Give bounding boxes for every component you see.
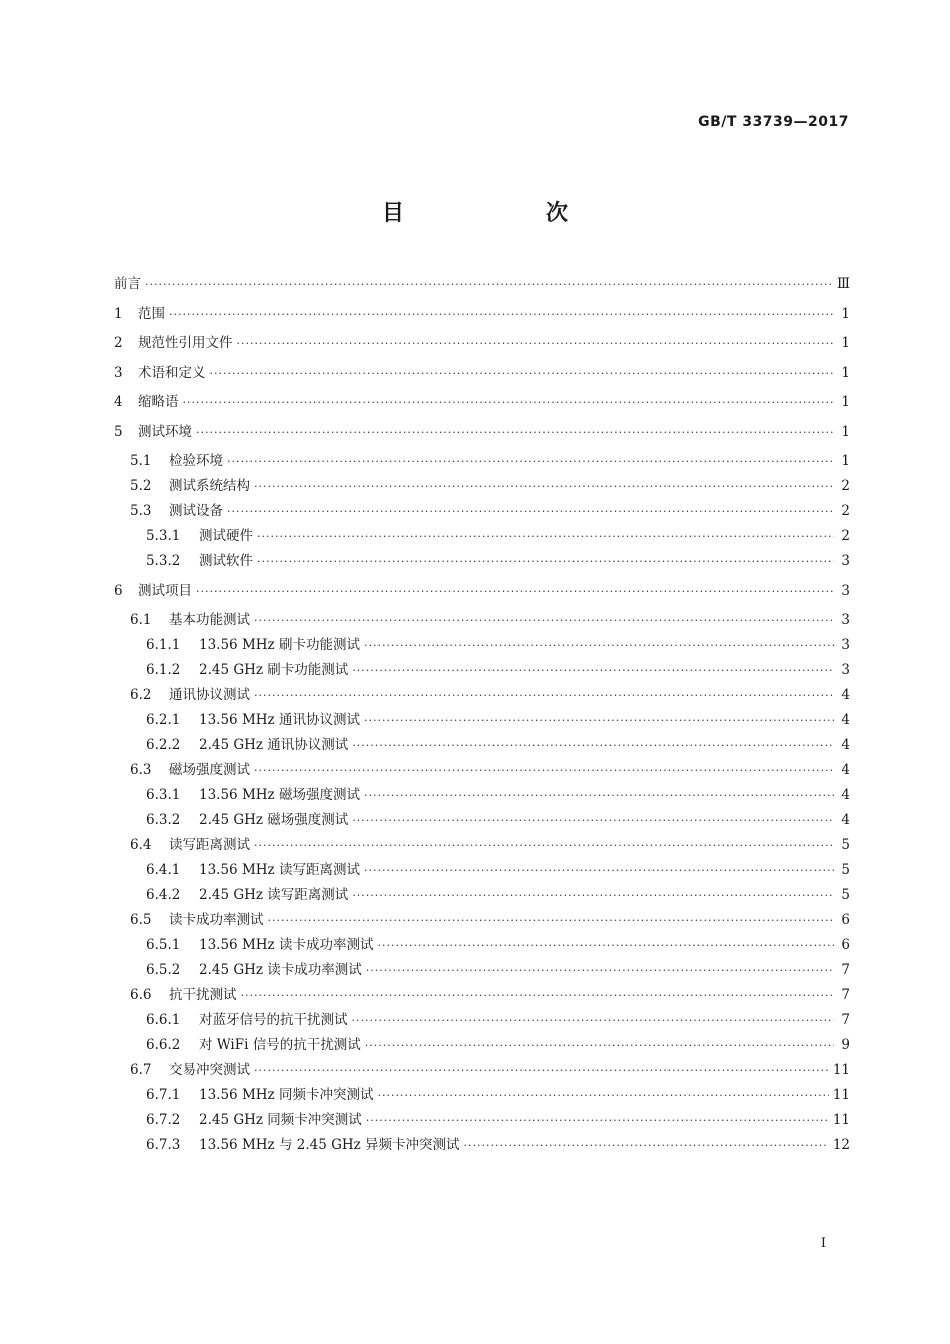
toc-entry-page: 1 xyxy=(841,335,850,352)
dot-leader xyxy=(196,422,834,444)
toc-entry-number: 6.4 xyxy=(130,837,152,853)
toc-entry-number: 6.7.2 xyxy=(146,1112,181,1128)
toc-entry-label: 缩略语 xyxy=(138,394,179,411)
toc-entry-page: 4 xyxy=(841,787,850,803)
toc-entry[interactable] xyxy=(114,859,850,881)
toc-entry-page: 12 xyxy=(832,1137,850,1153)
toc-entry-page: 9 xyxy=(841,1037,850,1053)
toc-entry-label: 13.56 MHz 刷卡功能测试 xyxy=(199,637,360,653)
page-title: 目 次 xyxy=(381,201,628,226)
dot-leader xyxy=(366,960,834,982)
toc-entry-number: 5.3.2 xyxy=(146,553,181,569)
dot-leader xyxy=(254,476,834,498)
toc-entry-label: 测试系统结构 xyxy=(169,478,250,494)
toc-entry[interactable] xyxy=(114,1034,850,1056)
toc-entry-page: Ⅲ xyxy=(836,276,850,292)
toc-entry-page: 3 xyxy=(841,662,850,678)
toc-entry[interactable] xyxy=(114,580,850,602)
toc-entry[interactable] xyxy=(114,884,850,906)
toc-entry[interactable] xyxy=(114,450,850,472)
dot-leader xyxy=(241,985,835,1007)
toc-entry[interactable] xyxy=(114,734,850,756)
toc-entry[interactable] xyxy=(114,1109,850,1131)
toc-entry-number: 6.5.1 xyxy=(146,937,181,953)
toc-entry-label: 读写距离测试 xyxy=(169,837,250,853)
toc-entry[interactable] xyxy=(114,550,850,572)
toc-entry-number: 6.3.2 xyxy=(146,812,181,828)
toc-entry-page: 7 xyxy=(841,987,850,1003)
toc-entry-label: 基本功能测试 xyxy=(169,612,250,628)
toc-entry-label: 13.56 MHz 磁场强度测试 xyxy=(199,787,360,803)
toc-entry[interactable] xyxy=(114,421,850,443)
toc-entry-label: 通讯协议测试 xyxy=(169,687,250,703)
toc-entry-number: 6.1.2 xyxy=(146,662,181,678)
dot-leader xyxy=(364,635,834,657)
dot-leader xyxy=(227,501,834,523)
page-number: I xyxy=(820,1236,826,1251)
dot-leader xyxy=(352,1010,835,1032)
dot-leader xyxy=(227,451,834,473)
toc-entry[interactable] xyxy=(114,959,850,981)
toc-entry-number: 6.4.1 xyxy=(146,862,181,878)
toc-entry-label: 读卡成功率测试 xyxy=(169,912,264,928)
toc-entry-label: 13.56 MHz 读卡成功率测试 xyxy=(199,937,374,953)
toc-entry[interactable] xyxy=(114,809,850,831)
toc-entry-number: 6.6.1 xyxy=(146,1012,181,1028)
toc-entry-label: 2.45 GHz 同频卡冲突测试 xyxy=(199,1112,362,1128)
dot-leader xyxy=(257,551,834,573)
toc-entry-label: 测试项目 xyxy=(138,583,192,599)
toc-entry[interactable] xyxy=(114,273,850,295)
dot-leader xyxy=(377,1085,828,1107)
toc-entry[interactable] xyxy=(114,834,850,856)
toc-entry-number: 5 xyxy=(114,424,123,440)
toc-entry-label: 测试硬件 xyxy=(199,528,253,544)
toc-entry-page: 3 xyxy=(841,612,850,628)
toc-entry-number: 5.3.1 xyxy=(146,528,181,544)
dot-leader xyxy=(352,735,834,757)
dot-leader xyxy=(145,274,833,296)
toc-entry-page: 4 xyxy=(841,762,850,778)
toc-entry-number: 6.1 xyxy=(130,612,152,628)
toc-entry-label: 13.56 MHz 读写距离测试 xyxy=(199,862,360,878)
dot-leader xyxy=(254,835,834,857)
toc-entry[interactable] xyxy=(114,609,850,631)
toc-entry-number: 6.3 xyxy=(130,762,152,778)
toc-entry-label: 2.45 GHz 读卡成功率测试 xyxy=(199,962,362,978)
toc-entry-label: 术语和定义 xyxy=(138,364,206,381)
toc-entry-page: 11 xyxy=(832,1112,850,1128)
toc-entry-page: 11 xyxy=(832,1062,850,1078)
dot-leader xyxy=(254,1060,829,1082)
toc-entry-number: 5.1 xyxy=(130,453,152,469)
dot-leader xyxy=(377,935,834,957)
toc-entry[interactable] xyxy=(114,525,850,547)
toc-entry[interactable] xyxy=(114,934,850,956)
dot-leader xyxy=(183,392,835,414)
dot-leader xyxy=(366,1110,829,1132)
toc-entry-page: 4 xyxy=(841,812,850,828)
toc-entry-label: 2.45 GHz 刷卡功能测试 xyxy=(199,662,349,678)
toc-entry-number: 6.1.1 xyxy=(146,637,181,653)
toc-entry[interactable] xyxy=(114,500,850,522)
dot-leader xyxy=(237,333,835,355)
toc-entry-number: 6.4.2 xyxy=(146,887,181,903)
toc-entry-label: 交易冲突测试 xyxy=(169,1062,250,1078)
toc-entry-page: 1 xyxy=(841,364,850,381)
toc-entry[interactable] xyxy=(114,709,850,731)
toc-entry-page: 3 xyxy=(841,637,850,653)
toc-entry-number: 4 xyxy=(114,394,123,411)
toc-entry-label: 测试环境 xyxy=(138,424,192,440)
toc-entry-page: 6 xyxy=(841,937,850,953)
toc-entry[interactable] xyxy=(114,332,850,354)
toc-entry[interactable] xyxy=(114,759,850,781)
toc-entry-number: 6.2.1 xyxy=(146,712,181,728)
toc-entry-page: 1 xyxy=(841,394,850,411)
toc-entry-label: 2.45 GHz 磁场强度测试 xyxy=(199,812,349,828)
toc-entry-number: 6.2.2 xyxy=(146,737,181,753)
toc-entry-label: 对 WiFi 信号的抗干扰测试 xyxy=(199,1037,361,1053)
toc-entry[interactable] xyxy=(114,1084,850,1106)
dot-leader xyxy=(352,885,834,907)
toc-entry-page: 7 xyxy=(841,962,850,978)
dot-leader xyxy=(365,1035,834,1057)
dot-leader xyxy=(169,304,834,326)
toc-entry-page: 5 xyxy=(841,862,850,878)
toc-entry-label: 规范性引用文件 xyxy=(138,335,233,352)
toc-entry-number: 6 xyxy=(114,583,123,599)
toc-entry-number: 6.6.2 xyxy=(146,1037,181,1053)
toc-entry-number: 1 xyxy=(114,305,123,322)
toc-entry-number: 3 xyxy=(114,364,123,381)
toc-entry-label: 13.56 MHz 通讯协议测试 xyxy=(199,712,360,728)
toc-entry-number: 2 xyxy=(114,335,123,352)
toc-entry-label: 磁场强度测试 xyxy=(169,762,250,778)
toc-entry-page: 1 xyxy=(841,424,850,440)
toc-entry[interactable] xyxy=(114,909,850,931)
toc-entry[interactable] xyxy=(114,1134,850,1156)
toc-entry-page: 4 xyxy=(841,712,850,728)
toc-entry-number: 5.3 xyxy=(130,503,152,519)
toc-entry-page: 7 xyxy=(841,1012,850,1028)
dot-leader xyxy=(210,363,835,385)
dot-leader xyxy=(268,910,835,932)
toc-entry-number: 6.3.1 xyxy=(146,787,181,803)
toc-entry-page: 3 xyxy=(841,553,850,569)
toc-entry-label: 13.56 MHz 与 2.45 GHz 异频卡冲突测试 xyxy=(199,1137,460,1153)
toc-entry-page: 5 xyxy=(841,837,850,853)
toc-entry-label: 抗干扰测试 xyxy=(169,987,237,1003)
toc-entry[interactable] xyxy=(114,659,850,681)
dot-leader xyxy=(364,860,834,882)
dot-leader xyxy=(196,581,834,603)
toc-entry[interactable] xyxy=(114,1059,850,1081)
toc-entry[interactable] xyxy=(114,362,850,384)
toc-entry[interactable] xyxy=(114,634,850,656)
toc-entry-number: 6.5.2 xyxy=(146,962,181,978)
dot-leader xyxy=(257,526,834,548)
dot-leader xyxy=(464,1135,829,1157)
dot-leader xyxy=(352,660,834,682)
dot-leader xyxy=(254,760,834,782)
toc-entry-page: 4 xyxy=(841,687,850,703)
toc-entry[interactable] xyxy=(114,684,850,706)
toc-entry-page: 1 xyxy=(841,453,850,469)
toc-entry-number: 6.6 xyxy=(130,987,152,1003)
toc-entry-number: 6.7.3 xyxy=(146,1137,181,1153)
toc-entry-number: 6.7.1 xyxy=(146,1087,181,1103)
dot-leader xyxy=(254,610,834,632)
toc-entry-label: 范围 xyxy=(138,305,165,322)
toc-entry[interactable] xyxy=(114,391,850,413)
toc-entry-number: 5.2 xyxy=(130,478,152,494)
toc-entry-label: 前言 xyxy=(114,276,141,292)
toc-entry[interactable] xyxy=(114,303,850,325)
toc-entry-number: 6.5 xyxy=(130,912,152,928)
toc-entry-page: 3 xyxy=(841,583,850,599)
toc-entry-page: 2 xyxy=(841,503,850,519)
toc-entry-label: 测试设备 xyxy=(169,503,223,519)
toc-entry-label: 2.45 GHz 通讯协议测试 xyxy=(199,737,349,753)
toc-entry-page: 4 xyxy=(841,737,850,753)
toc-entry-label: 检验环境 xyxy=(169,453,223,469)
dot-leader xyxy=(254,685,834,707)
dot-leader xyxy=(364,785,834,807)
dot-leader xyxy=(364,710,834,732)
toc-entry-label: 13.56 MHz 同频卡冲突测试 xyxy=(199,1087,374,1103)
toc-entry-page: 2 xyxy=(841,528,850,544)
toc-entry-number: 6.7 xyxy=(130,1062,152,1078)
toc-entry-label: 测试软件 xyxy=(199,553,253,569)
toc-entry[interactable] xyxy=(114,475,850,497)
dot-leader xyxy=(352,810,834,832)
toc-entry-page: 1 xyxy=(841,305,850,322)
toc-entry[interactable] xyxy=(114,784,850,806)
toc-entry[interactable] xyxy=(114,984,850,1006)
toc-entry-page: 6 xyxy=(841,912,850,928)
toc-entry-page: 11 xyxy=(832,1087,850,1103)
document-id: GB/T 33739—2017 xyxy=(698,114,849,130)
toc-entry-label: 2.45 GHz 读写距离测试 xyxy=(199,887,349,903)
toc-entry-page: 2 xyxy=(841,478,850,494)
toc-entry-number: 6.2 xyxy=(130,687,152,703)
toc-entry-label: 对蓝牙信号的抗干扰测试 xyxy=(199,1012,348,1028)
toc-entry[interactable] xyxy=(114,1009,850,1031)
toc-entry-page: 5 xyxy=(841,887,850,903)
